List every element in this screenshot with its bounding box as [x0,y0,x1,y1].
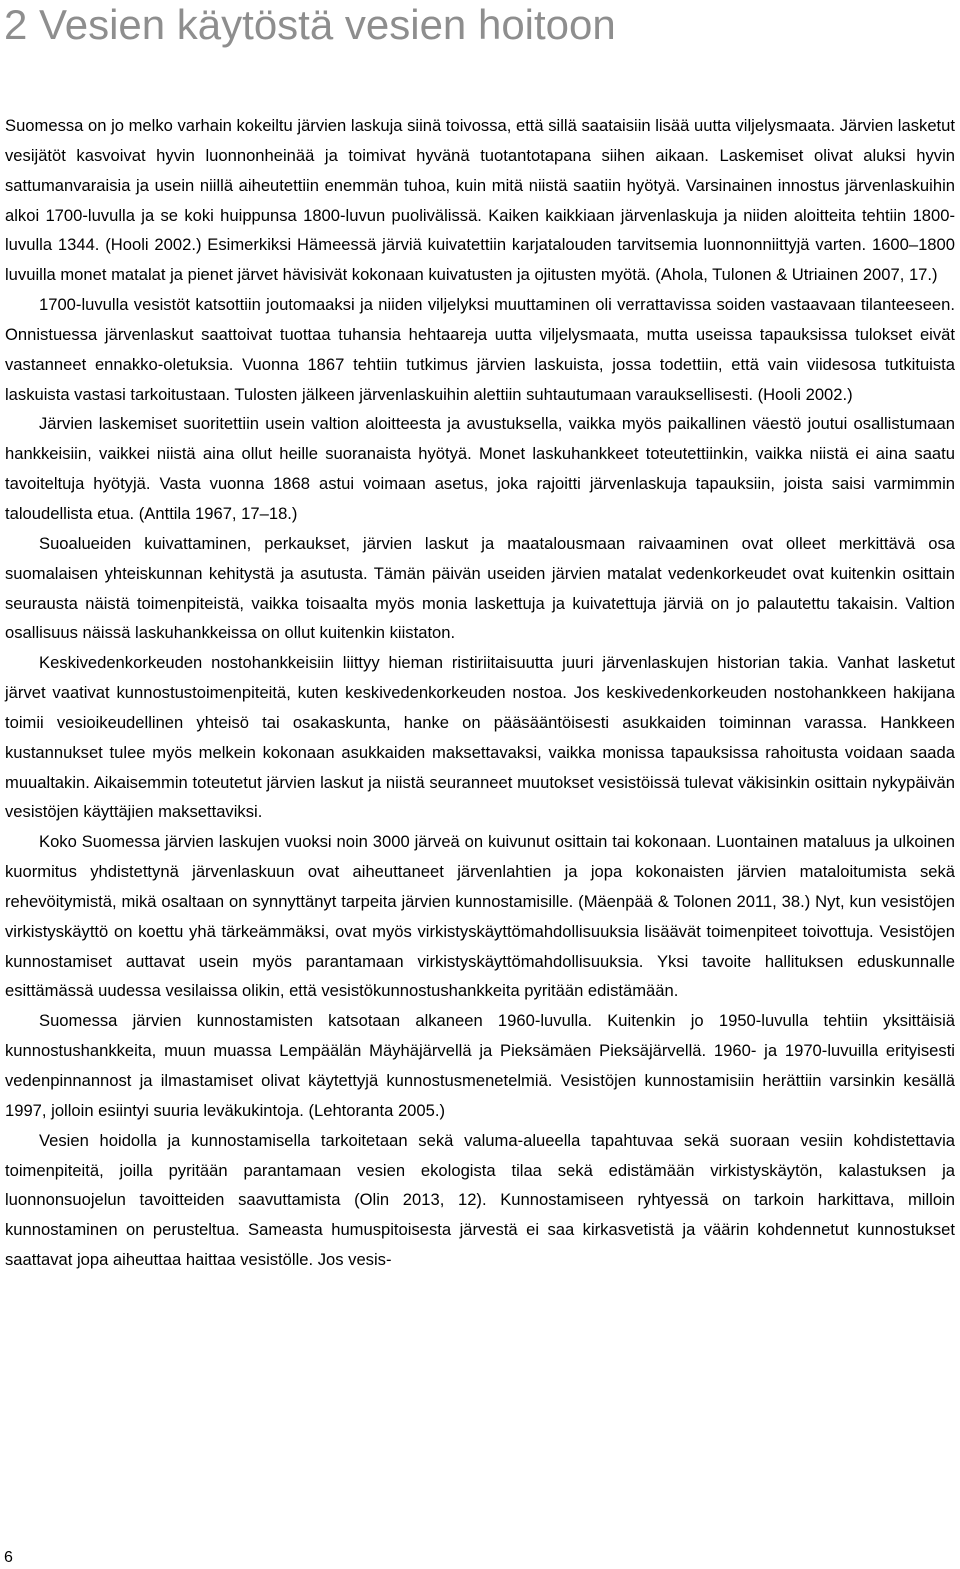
paragraph-2: 1700-luvulla vesistöt katsottiin joutomaaksi ja niiden viljelyksi muuttaminen oli verrattavissa soiden vastaavaan tilanteeseen. Onnistuessa järvenlaskut saattoivat tuottaa tuhansia hehtaareja uutta viljelysmaata, mutta useissa tapauksissa tulokset eivät vastanneet ennakko-oletuksia. Vuonna 1867 tehtiin tutkimus järvien laskuista, jossa todettiin, että vain viidesosa tutkituista laskuista vastasi tarkoitustaan. Tulosten jälkeen järvenlaskuihin alettiin suhtautumaan varauksellisesti. (Hooli 2002.) [5,295,955,404]
paragraph-8: Vesien hoidolla ja kunnostamisella tarkoitetaan sekä valuma-alueella tapahtuvaa sekä suoraan vesiin kohdistettavia toimenpiteitä, joilla pyritään parantamaan vesien ekologista tilaa sekä edistämään virkistyskäytön, kalastuksen ja luonnonsuojelun tavoitteiden saavuttamista (Olin 2013, 12). Kunnostamiseen ryhtyessä on tarkoin harkittava, milloin kunnostaminen on perusteltua. Sameasta humuspitoisesta järvestä ei saa kirkasvetistä ja väärin kohdennetut kunnostukset saattavat jopa aiheuttaa haittaa vesistölle. Jos vesis- [5,1130,955,1270]
paragraph-3: Järvien laskemiset suoritettiin usein valtion aloitteesta ja avustuksella, vaikka myös paikallinen väestö joutui osallistumaan hankkeisiin, vaikkei niistä aina ollut heille suoranaista hyötyä. Monet laskuhankkeet toteutettiinkin, vaikka niistä ei aina saatu tavoiteltuja hyötyjä. Vasta vuonna 1868 astui voimaan asetus, joka rajoitti järvenlaskuja tapauksiin, joista saisi varmimmin taloudellista etua. (Anttila 1967, 17–18.) [5,414,955,523]
page-heading: 2 Vesien käytöstä vesien hoitoon [4,1,616,48]
paragraph-4: Suoalueiden kuivattaminen, perkaukset, järvien laskut ja maatalousmaan raivaaminen ovat olleet merkittävä osa suomalaisen yhteiskunnan kehitystä ja asutusta. Tämän päivän useiden järvien matalat vedenkorkeudet ovat kuitenkin osittain seurausta näistä toimenpiteistä, vaikka toisaalta myös monia laskettuja ja kuivatettuja järviä on jo palautettu takaisin. Valtion osallisuus näissä laskuhankkeissa on ollut kuitenkin kiistaton. [5,533,955,643]
paragraph-5: Keskivedenkorkeuden nostohankkeisiin liittyy hieman ristiriitaisuutta juuri järvenlaskujen historian takia. Vanhat lasketut järvet vaativat kunnostustoimenpiteitä, kuten keskivedenkorkeuden nostoa. Jos keskivedenkorkeuden nostohankkeen hakijana toimii vesioikeudellinen yhteisö tai osakaskunta, hanke on pääsääntöisesti asukkaiden toiminnan varassa. Hankkeen kustannukset tulee myös melkein kokonaan asukkaiden maksettavaksi, vaikka monissa tapauksissa rahoitusta voidaan saada muualtakin. Aikaisemmin toteutetut järvien laskut ja niistä seuranneet muutokset vesistöissä tulevat väkisinkin osittain nykypäivän vesistöjen käyttäjien maksettaviksi. [5,653,955,822]
page-number: 6 [4,1549,13,1566]
paragraph-1: Suomessa on jo melko varhain kokeiltu järvien laskuja siinä toivossa, että sillä saataisiin lisää uutta viljelysmaata. Järvien lasketut vesijätöt kasvoivat hyvin luonnonheinää ja toimivat hyvänä tuotantotapana siihen aikaan. Laskemiset olivat aluksi hyvin sattumanvaraisia ja usein niillä aiheutettiin enemmän tuhoa, kuin mitä niistä saatiin hyötyä. Varsinainen innostus järvenlaskuihin alkoi 1700-luvulla ja se koki huippunsa 1800-luvun puolivälissä. Kaiken kaikkiaan järvenlaskuja ja niiden aloitteita tehtiin 1800-luvulla 1344. (Hooli 2002.) Esimerkiksi Hämeessä järviä kuivatettiin karjatalouden tarvitsemia luonnonniittyjä varten. 1600–1800 luvuilla monet matalat ja pienet järvet hävisivät kokonaan kuivatusten ja ojitusten myötä. (Ahola, Tulonen & Utriainen 2007, 17.) [5,116,955,285]
paragraph-6: Koko Suomessa järvien laskujen vuoksi noin 3000 järveä on kuivunut osittain tai kokonaan. Luontainen mataluus ja ulkoinen kuormitus yhdistettynä järvenlaskuun ovat aiheuttaneet järvenlahtien ja jopa kokonaisten järvien mataloitumista sekä rehevöitymistä, mikä osaltaan on synnyttänyt tarpeita järvien kunnostamisille. (Mäenpää & Tolonen 2011, 38.) Nyt, kun vesistöjen virkistyskäyttö on koettu yhä tärkeämmäksi, ovat myös virkistyskäyttömahdollisuuksia lisäävät toimenpiteet toivottuja. Vesistöjen kunnostamiset auttavat usein myös parantamaan virkistyskäyttömahdollisuuksia. Yksi tavoite hallituksen eduskunnalle esittämässä uudessa vesilaissa olikin, että vesistökunnostushankkeita pyritään edistämään. [5,832,955,1001]
body-text [5,111,955,1275]
paragraph-7: Suomessa järvien kunnostamisten katsotaan alkaneen 1960-luvulla. Kuitenkin jo 1950-luvulla tehtiin yksittäisiä kunnostushankkeita, muun muassa Lempäälän Mäyhäjärvellä ja Pieksämäen Pieksäjärvellä. 1960- ja 1970-luvuilla erityisesti vedenpinnannost ja ilmastamiset olivat käytettyjä kunnostusmenetelmiä. Vesistöjen kunnostamisiin herättiin varsinkin kesällä 1997, jolloin esiintyi suuria leväkukintoja. (Lehtoranta 2005.) [5,1011,955,1120]
